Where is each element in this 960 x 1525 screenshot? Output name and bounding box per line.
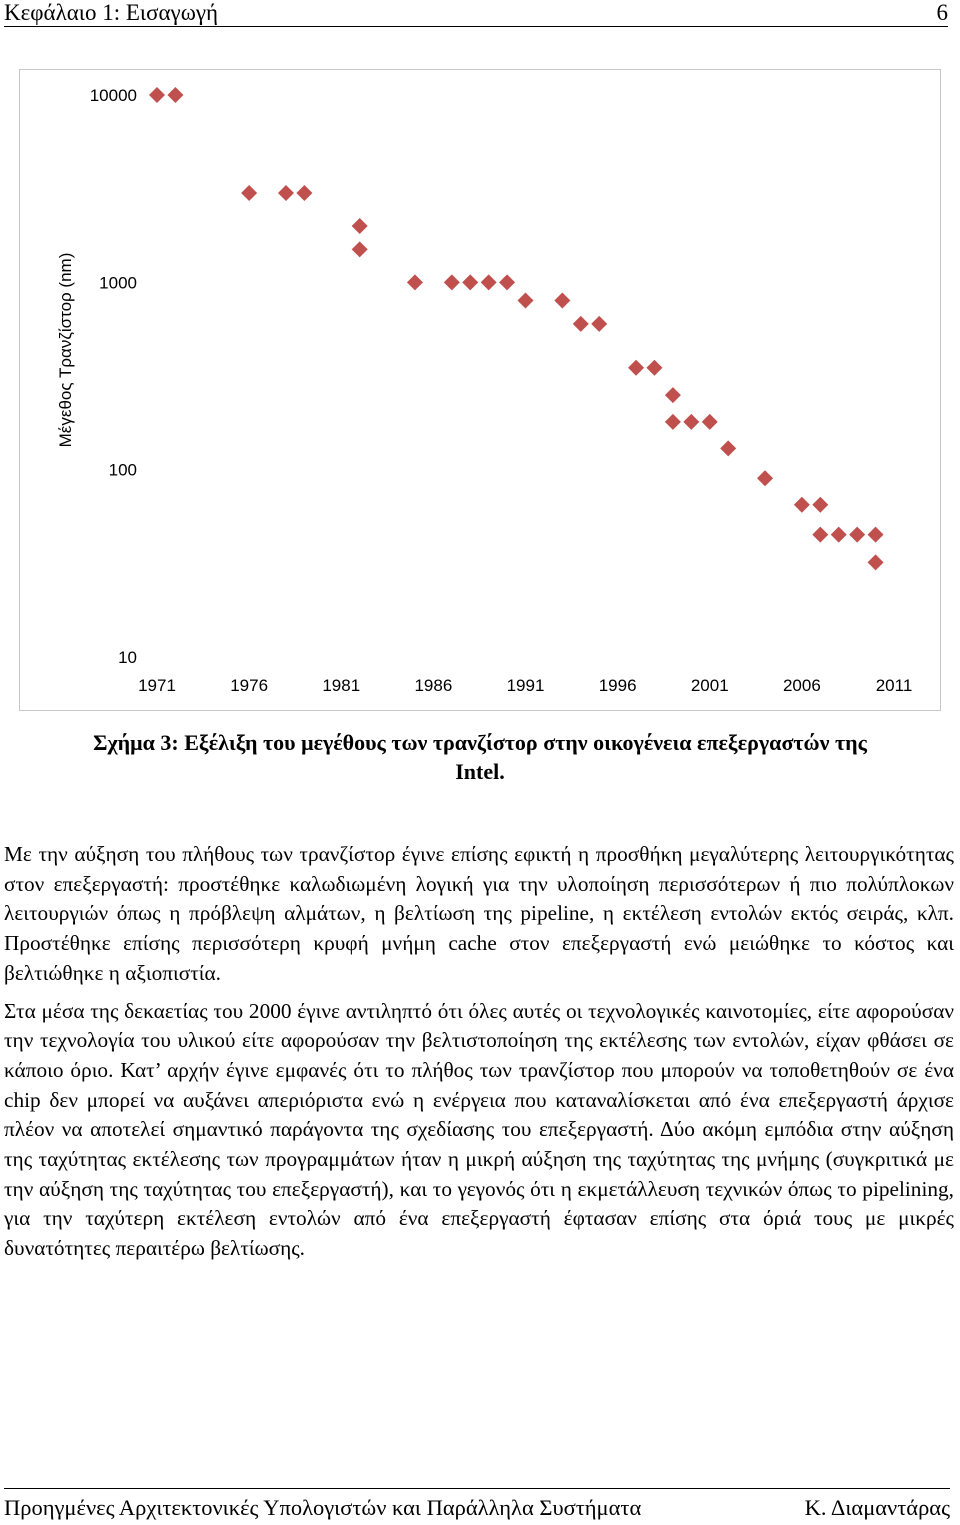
data-point-marker <box>407 274 423 290</box>
data-point-marker <box>444 274 460 290</box>
data-point-marker <box>499 274 515 290</box>
data-point-marker <box>646 360 662 376</box>
data-point-marker <box>296 185 312 201</box>
data-point-marker <box>554 292 570 308</box>
plot-area <box>90 86 913 695</box>
x-tick-label: 1971 <box>138 676 176 695</box>
data-point-marker <box>573 316 589 332</box>
chart-frame <box>19 69 941 711</box>
paragraph: Με την αύξηση του πλήθους των τρανζίστορ έγινε επίσης εφικτή η προσθήκη μεγαλύτερης λειτουργικότητας στον επεξεργαστή: προστέθηκε καλωδιωμένη λογική για την υλοποίηση περισσότερων ή πιο πολύπλοκων λειτουργιών όπως η πρόβλεψη αλμάτων, η βελτίωση της pipeline, η εκτέλεση εντολών εκτός σειράς, κλπ. Προστέθηκε επίσης περισσότερη κρυφή μνήμη cache στον επεξεργαστή ενώ μειώθηκε το κόστος και βελτιώθηκε η αξιοπιστία. <box>4 842 954 985</box>
data-point-marker <box>628 360 644 376</box>
data-point-marker <box>702 414 718 430</box>
data-point-marker <box>812 527 828 543</box>
y-tick-label: 10 <box>118 648 137 667</box>
x-tick-label: 2011 <box>875 676 913 695</box>
x-tick-label: 1986 <box>414 676 453 695</box>
data-point-marker <box>812 497 828 513</box>
data-point-marker <box>149 87 165 103</box>
data-point-marker <box>241 185 257 201</box>
data-point-marker <box>665 387 681 403</box>
data-point-marker <box>831 527 847 543</box>
page-footer <box>4 1488 950 1523</box>
figure-caption <box>20 728 940 786</box>
paragraph: Στα μέσα της δεκαετίας του 2000 έγινε αντιληπτό ότι όλες αυτές οι τεχνολογικές καινοτομίες, είτε αφορούσαν την τεχνολογία του υλικού είτε αφορούσαν την βελτιστοποίηση της εκτέλεσης των εντολών, είχαν φθάσει σε κάποιο όριο. Κατ’ αρχήν έγινε εμφανές ότι το πλήθος των τρανζίστορ που μπορούν να τοποθετηθούν σε ένα chip δεν μπορεί να αυξάνει απεριόριστα ενώ η ενέργεια που καταναλίσκεται από ένα επεξεργαστή άρχισε πλέον να αποτελεί σημαντικό παράγοντα της σχεδίασης του επεξεργαστή. Δύο ακόμη εμπόδια στην αύξηση της ταχύτητας εκτέλεσης των προγραμμάτων ήταν η μικρή αύξηση της ταχύτητας της μνήμης (συγκριτικά με την αύξηση της ταχύτητας του επεξεργαστή), και το γεγονός ότι η εκμετάλλευση τεχνικών όπως το pipelining, για την ταχύτερη εκτέλεση εντολών από ένα επεξεργαστή έφτασαν επίσης στα όριά τους με μικρές δυνατότητες περαιτέρω βελτίωσης. <box>4 998 954 1261</box>
data-point-marker <box>868 527 884 543</box>
page-number: 6 <box>936 0 948 25</box>
data-point-marker <box>518 292 534 308</box>
chapter-title: Κεφάλαιο 1: Εισαγωγή <box>4 0 219 25</box>
data-point-marker <box>462 274 478 290</box>
x-tick-label: 1996 <box>598 676 637 695</box>
data-point-marker <box>849 527 865 543</box>
y-tick-label: 100 <box>108 460 137 480</box>
y-tick-label: 10000 <box>89 86 137 105</box>
data-point-marker <box>481 274 497 290</box>
data-point-marker <box>665 414 681 430</box>
data-point-marker <box>352 218 368 234</box>
data-point-marker <box>720 440 736 456</box>
footer-course: Προηγμένες Αρχιτεκτονικές Υπολογιστών και Παράλληλα Συστήματα <box>4 1495 642 1520</box>
data-point-marker <box>868 554 884 570</box>
y-axis-title: Μέγεθος Τρανζίστορ (nm) <box>56 252 75 448</box>
x-tick-label: 2001 <box>690 676 729 695</box>
data-point-marker <box>591 316 607 332</box>
x-tick-label: 1976 <box>230 676 269 695</box>
data-point-marker <box>794 497 810 513</box>
page-header <box>4 0 948 27</box>
transistor-size-chart <box>20 70 940 710</box>
x-tick-label: 1991 <box>506 676 545 695</box>
x-tick-label: 2006 <box>782 676 821 695</box>
footer-author: Κ. Διαμαντάρας <box>804 1495 950 1520</box>
data-point-marker <box>757 470 773 486</box>
data-point-marker <box>352 241 368 257</box>
data-point-marker <box>278 185 294 201</box>
data-point-marker <box>683 414 699 430</box>
y-tick-label: 1000 <box>99 273 137 293</box>
body-text <box>4 840 954 1272</box>
caption-line-1: Σχήμα 3: Εξέλιξη του μεγέθους των τρανζίστορ στην οικογένεια επεξεργαστών της <box>93 730 867 755</box>
x-tick-label: 1981 <box>322 676 361 695</box>
data-point-marker <box>167 87 183 103</box>
caption-line-2: Intel. <box>455 759 505 784</box>
